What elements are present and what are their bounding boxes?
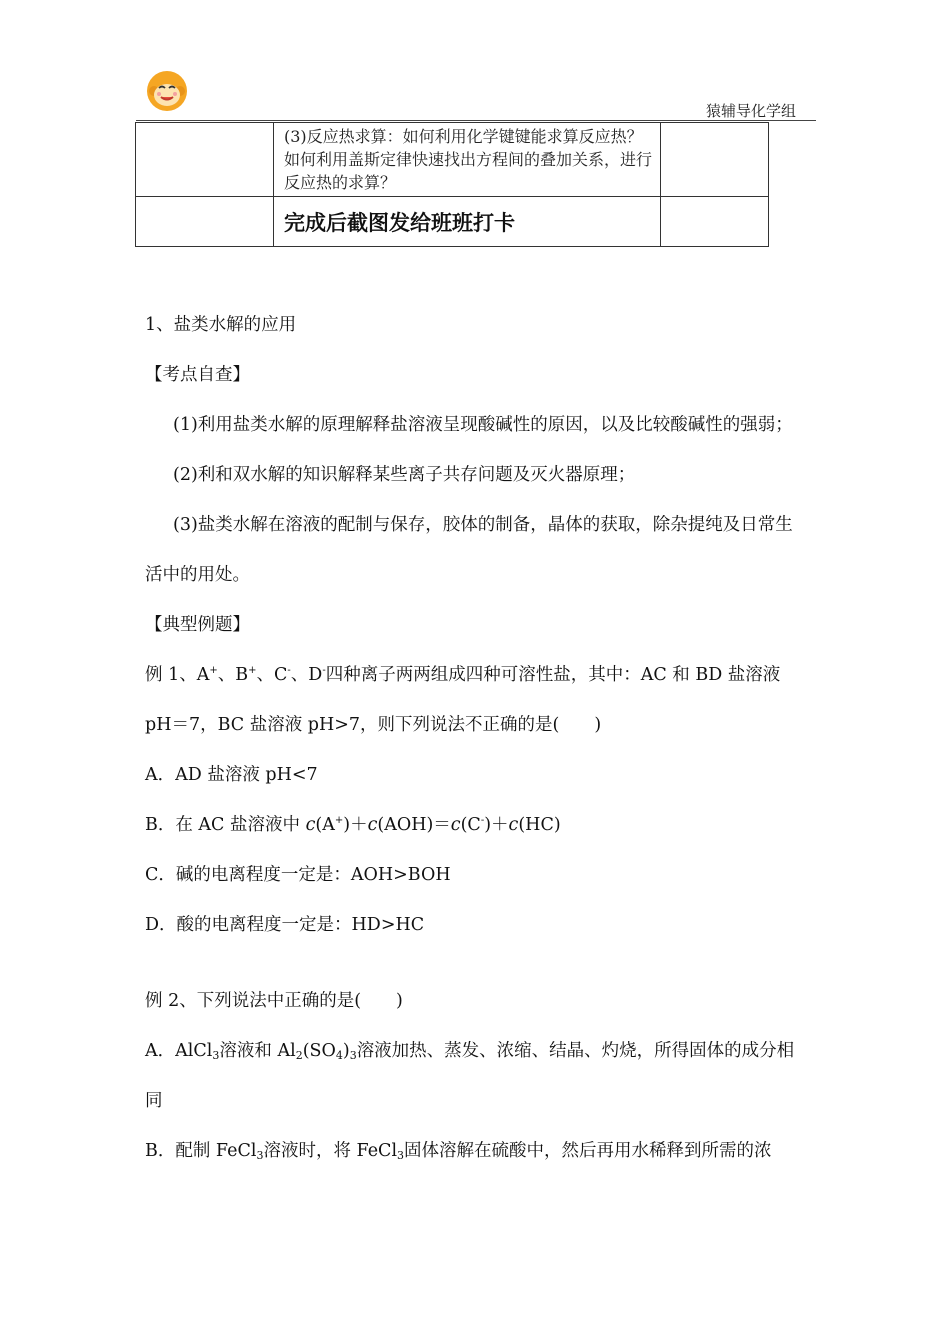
example-1-stem: 例 1、A+、B+、C-、D-四种离子两两组成四种可溶性盐，其中：AC 和 BD 盐溶液 pH＝7，BC 盐溶液 pH>7，则下列说法不正确的是( ) (145, 665, 781, 735)
self-check-heading: 【考点自查】 (145, 365, 250, 385)
checkin-instruction: 完成后截图发给班班打卡 (284, 210, 515, 235)
task-text: (3)反应热求算：如何利用化学键键能求算反应热？如何利用盖斯定律快速找出方程间的叠加关系，进行反应热的求算？ (284, 127, 653, 192)
table-cell-empty (136, 197, 274, 247)
table-cell-empty (136, 123, 274, 197)
document-body (145, 300, 810, 1176)
example-1-option-a: A．AD 盐溶液 pH<7 (145, 765, 318, 785)
table-row (136, 123, 769, 197)
header-divider (136, 120, 816, 121)
point-2: (2)利和双水解的知识解释某些离子共存问题及灭火器原理； (173, 465, 636, 485)
table-row (136, 197, 769, 247)
spacer (145, 950, 810, 976)
point-1: (1)利用盐类水解的原理解释盐溶液呈现酸碱性的原因，以及比较酸碱性的强弱； (173, 415, 793, 435)
study-plan-table (135, 122, 769, 247)
table-cell-empty (661, 197, 769, 247)
section-title: 1、盐类水解的应用 (145, 315, 297, 335)
group-name: 猿辅导化学组 (706, 102, 797, 120)
example-2-stem: 例 2、下列说法中正确的是( ) (145, 991, 403, 1011)
table-cell-task (274, 123, 661, 197)
table-cell-empty (661, 123, 769, 197)
example-1-option-b: B．在 AC 盐溶液中 c(A+)＋c(AOH)＝c(C-)＋c(HC) (145, 815, 561, 835)
example-2-option-b: B．配制 FeCl$_3$溶液时，将 FeCl$_3$固体溶解在硫酸中，然后再用水稀释到所需的浓 (145, 1141, 772, 1162)
table-cell-task (274, 197, 661, 247)
example-1-option-c: C．碱的电离程度一定是：AOH>BOH (145, 865, 451, 885)
example-heading: 【典型例题】 (145, 615, 250, 635)
point-3: (3)盐类水解在溶液的配制与保存，胶体的制备，晶体的获取，除杂提纯及日常生活中的用处。 (145, 515, 793, 585)
example-2-option-a: A．AlCl$_3$溶液和 $Al_2(SO_4)_3$溶液加热、蒸发、浓缩、结晶、灼烧，所得固体的成分相同 (145, 1041, 795, 1111)
example-1-option-d: D．酸的电离程度一定是：HD>HC (145, 915, 425, 935)
monkey-face-icon (146, 70, 188, 112)
